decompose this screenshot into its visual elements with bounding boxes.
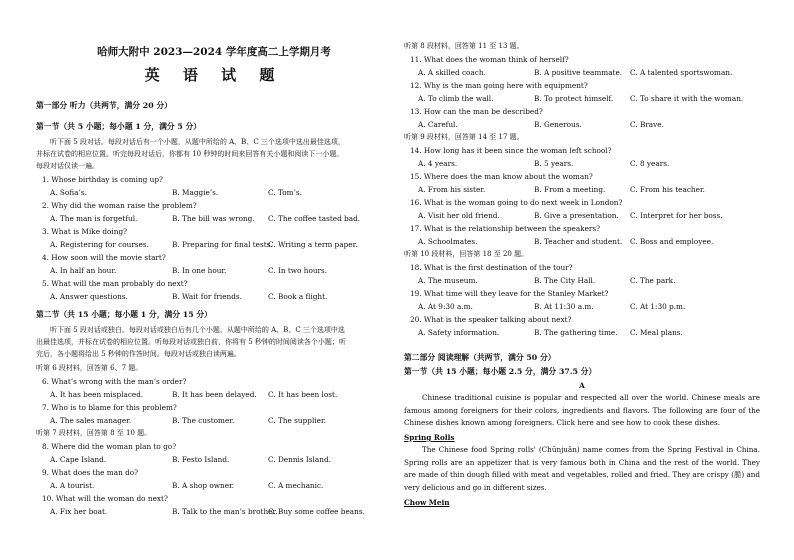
question-6: 6. What’s wrong with the man’s order? (42, 377, 187, 386)
question-16: 16. What is the woman going to do next week in London? (410, 198, 623, 207)
option-c: C. It has been lost. (268, 390, 338, 399)
dish-text-spring-rolls: The Chinese food Spring rolls' (Chūnjuǎn) name comes from the Spring Festival in China. Spring rolls are an appetizer that is very famous both in China and the rest of the world. They are made of thin dough filled with meat and vegetables, rolled and fried. They are crispy (脆) and very delicious and go in different sizes. (404, 445, 760, 492)
dish-title-spring-rolls: Spring Rolls (404, 433, 455, 442)
option-a: A. Schoolmates. (418, 237, 478, 246)
option-b: B. The customer. (172, 416, 235, 425)
option-a: A. The museum. (418, 276, 478, 285)
option-c: C. A mechanic. (268, 481, 324, 490)
option-c: C. The supplier. (268, 416, 326, 425)
part1-title: 第一部分 听力（共两节，满分 20 分） (36, 101, 172, 110)
question-19: 19. What time will they leave for the Stanley Market? (410, 289, 609, 298)
option-a: A. It has been misplaced. (50, 390, 144, 399)
listening-note: 听第 10 段材料，回答第 18 至 20 题。 (404, 250, 529, 258)
option-b: B. The City Hall. (534, 276, 596, 285)
option-c: C. Buy some coffee beans. (268, 507, 365, 516)
option-c: C. 8 years. (630, 159, 670, 168)
option-b: B. The bill was wrong. (172, 214, 255, 223)
part2-title: 第二部分 阅读理解（共两节，满分 50 分） (404, 353, 556, 362)
question-8: 8. Where did the woman plan to go? (42, 442, 177, 451)
option-c: C. From his teacher. (630, 185, 705, 194)
option-c: C. Writing a term paper. (268, 240, 358, 249)
option-c: C. Book a flight. (268, 292, 328, 301)
option-b: B. A positive teammate. (534, 68, 623, 77)
option-a: A. Answer questions. (50, 292, 128, 301)
option-c: C. Dennis Island. (268, 455, 331, 464)
option-b: B. Teacher and student. (534, 237, 623, 246)
listening-note: 听第 7 段材料，回答第 8 至 10 题。 (36, 429, 152, 437)
option-a: A. At 9:30 a.m. (418, 302, 473, 311)
question-3: 3. What is Mike doing? (42, 227, 128, 236)
option-c: C. Brave. (630, 120, 664, 129)
option-b: B. To protect himself. (534, 94, 614, 103)
option-a: A. A skilled coach. (418, 68, 486, 77)
option-c: C. The park. (630, 276, 676, 285)
dish-title-chow-mein: Chow Mein (404, 498, 450, 507)
option-c: C. Interpret for her boss. (630, 211, 723, 220)
section2-instruction-line: 出最佳选项，并标在试卷的相应位置。听每段对话或独白前，你将有 5 秒钟的时间阅读各个小题；听 (36, 338, 346, 346)
option-b: B. It has been delayed. (172, 390, 257, 399)
option-c: C. To share it with the woman. (630, 94, 744, 103)
section1-instruction-line: 并标在试卷的相应位置。听完每段对话后，你都有 10 秒钟的时间来回答有关小题和阅读下一小题。 (36, 150, 344, 158)
listening-note: 听第 6 段材料，回答第 6、7 题。 (36, 364, 143, 372)
option-a: A. In half an hour. (50, 266, 117, 275)
option-b: B. Give a presentation. (534, 211, 619, 220)
question-7: 7. Who is to blame for this problem? (42, 403, 177, 412)
option-c: C. Meal plans. (630, 328, 683, 337)
option-a: A. The sales manager. (50, 416, 132, 425)
option-b: B. Wait for friends. (172, 292, 242, 301)
option-a: A. Cape Island. (50, 455, 107, 464)
listening-note: 听第 9 段材料，回答第 14 至 17 题。 (404, 133, 524, 141)
question-5: 5. What will the man probably do next? (42, 279, 188, 288)
part1-section2-title: 第二节（共 15 小题；每小题 1 分，满分 15 分） (36, 310, 212, 319)
passage-label: A (579, 381, 585, 390)
option-c: C. The coffee tasted bad. (268, 214, 361, 223)
option-a: A. Careful. (418, 120, 458, 129)
section2-instruction-line: 完后，各小题将给出 5 秒钟的作答时间。每段对话或独白读两遍。 (36, 350, 241, 358)
question-20: 20. What is the speaker talking about next? (410, 315, 572, 324)
option-a: A. Safety information. (418, 328, 500, 337)
option-a: A. Registering for courses. (50, 240, 149, 249)
option-a: A. A tourist. (50, 481, 95, 490)
question-10: 10. What will the woman do next? (42, 494, 168, 503)
option-a: A. 4 years. (418, 159, 458, 168)
option-b: B. Talk to the man’s brother. (172, 507, 278, 516)
option-b: B. Maggie’s. (172, 188, 219, 197)
option-b: B. A shop owner. (172, 481, 235, 490)
question-18: 18. What is the first destination of the tour? (410, 263, 573, 272)
question-4: 4. How soon will the movie start? (42, 253, 166, 262)
option-b: B. The gathering time. (534, 328, 618, 337)
section1-instruction-line: 听下面 5 段对话。每段对话后有一个小题，从题中所给的 A、B、C 三个选项中选出最佳选项， (50, 138, 345, 146)
option-b: B. Generous. (534, 120, 582, 129)
option-a: A. The man is forgetful. (50, 214, 138, 223)
option-a: A. To climb the wall. (418, 94, 494, 103)
option-c: C. Tom’s. (268, 188, 302, 197)
part1-section1-title: 第一节（共 5 小题；每小题 1 分，满分 5 分） (36, 122, 202, 131)
question-11: 11. What does the woman think of herself? (410, 55, 569, 64)
option-c: C. In two hours. (268, 266, 328, 275)
question-13: 13. How can the man be described? (410, 107, 543, 116)
exam-title: 哈师大附中 2023—2024 学年度高二上学期月考 (97, 46, 331, 58)
option-b: B. Festo Island. (172, 455, 230, 464)
option-a: A. Sofia’s. (50, 188, 87, 197)
option-a: A. Visit her old friend. (418, 211, 500, 220)
option-b: B. Preparing for final tests. (172, 240, 273, 249)
option-c: C. A talented sportswoman. (630, 68, 733, 77)
exam-subtitle: 英 语 试 题 (144, 66, 284, 84)
option-b: B. At 11:30 a.m. (534, 302, 594, 311)
question-15: 15. Where does the man know about the woman? (410, 172, 593, 181)
section2-instruction-line: 听下面 5 段对话或独白。每段对话或独白后有几个小题，从题中所给的 A、B、C 三个选项中选 (50, 326, 345, 334)
option-c: C. At 1:30 p.m. (630, 302, 686, 311)
question-17: 17. What is the relationship between the speakers? (410, 224, 601, 233)
part2-section1-title: 第一节（共 15 小题；每小题 2.5 分，满分 37.5 分） (404, 367, 597, 376)
option-b: B. In one hour. (172, 266, 227, 275)
question-9: 9. What does the man do? (42, 468, 139, 477)
option-b: B. 5 years. (534, 159, 574, 168)
section1-instruction-line: 每段对话仅读一遍。 (36, 162, 99, 170)
listening-note: 听第 8 段材料，回答第 11 至 13 题。 (404, 42, 524, 50)
option-a: A. Fix her boat. (50, 507, 108, 516)
passage-intro: Chinese traditional cuisine is popular and respected all over the world. Chinese meals are famous among foreigners for their colors, ingredients and flavors. The following are four of the Chinese dishes known among foreigners. Click here and see how to cook these dishes. (404, 393, 760, 427)
question-1: 1. Whose birthday is coming up? (42, 175, 163, 184)
question-12: 12. Why is the man going here with equipment? (410, 81, 588, 90)
option-a: A. From his sister. (418, 185, 486, 194)
question-2: 2. Why did the woman raise the problem? (42, 201, 197, 210)
question-14: 14. How long has it been since the woman left school? (410, 146, 612, 155)
option-c: C. Boss and employee. (630, 237, 714, 246)
option-b: B. From a meeting. (534, 185, 606, 194)
